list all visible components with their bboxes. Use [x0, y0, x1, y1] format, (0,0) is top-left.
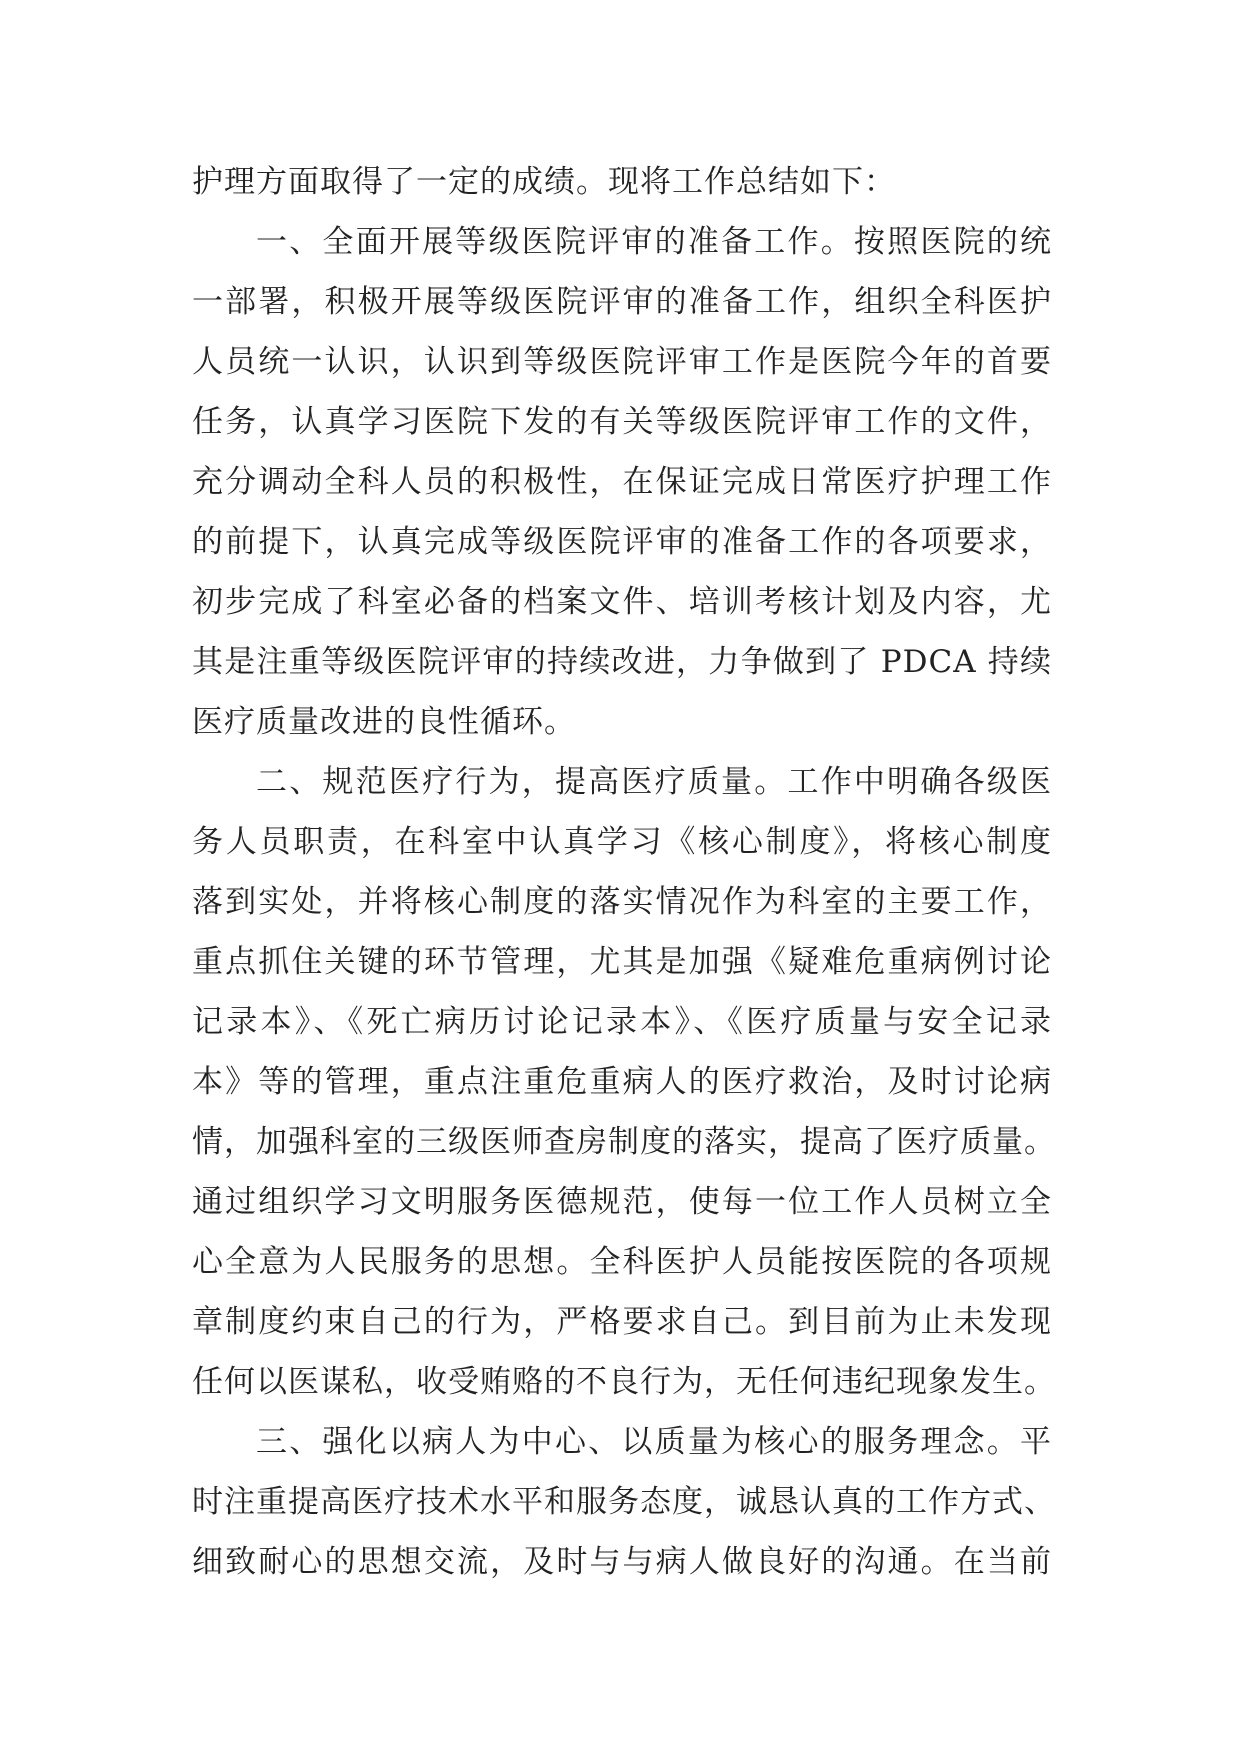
text-line: 的前提下，认真完成等级医院评审的准备工作的各项要求， [192, 524, 1052, 560]
text-line: 护理方面取得了一定的成绩。现将工作总结如下： [192, 164, 896, 200]
text-line: 本》等的管理，重点注重危重病人的医疗救治，及时讨论病 [192, 1064, 1052, 1100]
text-line: 医疗质量改进的良性循环。 [192, 704, 576, 740]
text-line: 其是注重等级医院评审的持续改进，力争做到了 PDCA 持续 [192, 644, 1052, 680]
paragraph-1-heading-line: 一、全面开展等级医院评审的准备工作。按照医院的统 [256, 224, 1052, 260]
body-text [192, 152, 1056, 1592]
text-line: 重点抓住关键的环节管理，尤其是加强《疑难危重病例讨论 [192, 944, 1052, 980]
text-line: 初步完成了科室必备的档案文件、培训考核计划及内容，尤 [192, 584, 1052, 620]
text-line: 时注重提高医疗技术水平和服务态度，诚恳认真的工作方式、 [192, 1484, 1056, 1520]
text-line: 章制度约束自己的行为，严格要求自己。到目前为止未发现 [192, 1304, 1052, 1340]
text-line: 一部署，积极开展等级医院评审的准备工作，组织全科医护 [192, 284, 1052, 320]
text-line: 落到实处，并将核心制度的落实情况作为科室的主要工作， [192, 884, 1052, 920]
text-line: 通过组织学习文明服务医德规范，使每一位工作人员树立全 [192, 1184, 1052, 1220]
text-line: 任何以医谋私，收受贿赂的不良行为，无任何违纪现象发生。 [192, 1364, 1056, 1400]
text-line: 人员统一认识，认识到等级医院评审工作是医院今年的首要 [192, 344, 1052, 380]
paragraph-2-heading-line: 二、规范医疗行为，提高医疗质量。工作中明确各级医 [256, 764, 1052, 800]
text-line: 心全意为人民服务的思想。全科医护人员能按医院的各项规 [192, 1244, 1052, 1280]
text-line: 充分调动全科人员的积极性，在保证完成日常医疗护理工作 [192, 464, 1052, 500]
text-line: 情，加强科室的三级医师查房制度的落实，提高了医疗质量。 [192, 1124, 1056, 1160]
paragraph-3-heading-line: 三、强化以病人为中心、以质量为核心的服务理念。平 [256, 1424, 1052, 1460]
text-line: 记录本》、《死亡病历讨论记录本》、《医疗质量与安全记录 [192, 1004, 1052, 1040]
text-line: 务人员职责，在科室中认真学习《核心制度》，将核心制度 [192, 824, 1052, 860]
text-line: 细致耐心的思想交流，及时与与病人做良好的沟通。在当前 [192, 1544, 1052, 1580]
text-line: 任务，认真学习医院下发的有关等级医院评审工作的文件， [192, 404, 1052, 440]
